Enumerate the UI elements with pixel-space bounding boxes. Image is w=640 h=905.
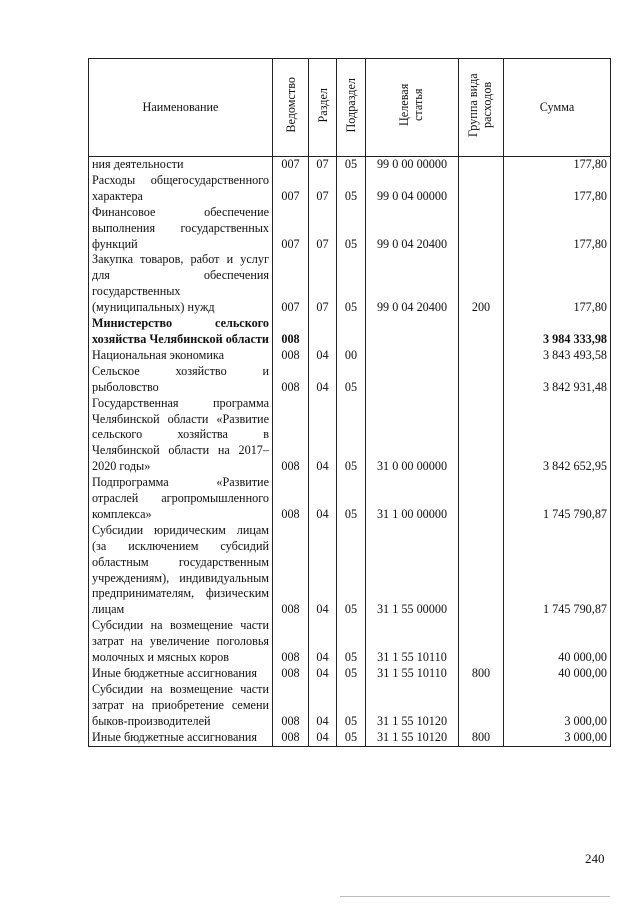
cell-expense-group (459, 364, 504, 396)
cell-name: Субсидии юридическим лицам (за исключением субсидий областным государственным учреждениям), индивидуальным предпринимателям, физическим лицам (89, 523, 273, 618)
cell-ministry: 008 (273, 364, 309, 396)
cell-subsection: 05 (337, 475, 366, 523)
cell-expense-group (459, 682, 504, 730)
cell-sum: 3 984 333,98 (504, 316, 611, 348)
cell-sum: 40 000,00 (504, 618, 611, 666)
cell-section: 07 (309, 173, 337, 205)
cell-subsection (337, 316, 366, 348)
header-sum: Сумма (504, 59, 611, 157)
cell-section: 07 (309, 252, 337, 316)
cell-expense-group (459, 173, 504, 205)
table-row (89, 205, 611, 253)
cell-target: 99 0 00 00000 (366, 157, 459, 173)
cell-subsection: 05 (337, 173, 366, 205)
cell-ministry: 008 (273, 475, 309, 523)
cell-target (366, 316, 459, 348)
cell-expense-group (459, 475, 504, 523)
cell-ministry: 008 (273, 682, 309, 730)
cell-ministry: 008 (273, 618, 309, 666)
cell-section: 04 (309, 682, 337, 730)
cell-target: 31 1 55 00000 (366, 523, 459, 618)
cell-subsection: 05 (337, 157, 366, 173)
cell-expense-group (459, 348, 504, 364)
table-row (89, 157, 611, 173)
cell-ministry: 007 (273, 205, 309, 253)
cell-sum: 3 842 652,95 (504, 396, 611, 476)
cell-target: 31 1 00 00000 (366, 475, 459, 523)
cell-name: Подпрограмма «Развитие отраслей агропромышленного комплекса» (89, 475, 273, 523)
cell-sum: 3 843 493,58 (504, 348, 611, 364)
cell-sum: 3 842 931,48 (504, 364, 611, 396)
cell-subsection: 05 (337, 523, 366, 618)
cell-sum: 3 000,00 (504, 730, 611, 746)
cell-sum: 1 745 790,87 (504, 475, 611, 523)
table-row (89, 523, 611, 618)
cell-section: 04 (309, 618, 337, 666)
table-row (89, 316, 611, 348)
cell-target: 31 1 55 10120 (366, 730, 459, 746)
cell-expense-group: 200 (459, 252, 504, 316)
cell-section: 07 (309, 205, 337, 253)
cell-expense-group (459, 157, 504, 173)
cell-sum: 3 000,00 (504, 682, 611, 730)
cell-sum: 177,80 (504, 157, 611, 173)
cell-subsection: 00 (337, 348, 366, 364)
cell-name: Закупка товаров, работ и услуг для обеспечения государственных (муниципальных) нужд (89, 252, 273, 316)
cell-subsection: 05 (337, 364, 366, 396)
cell-expense-group (459, 396, 504, 476)
table-row (89, 618, 611, 666)
cell-section: 07 (309, 157, 337, 173)
table-body (89, 157, 611, 747)
cell-ministry: 008 (273, 348, 309, 364)
cell-ministry: 008 (273, 523, 309, 618)
cell-subsection: 05 (337, 396, 366, 476)
table-header (89, 59, 611, 157)
table-row (89, 173, 611, 205)
cell-name: Государственная программа Челябинской области «Развитие сельского хозяйства в Челябинской области на 2017–2020 годы» (89, 396, 273, 476)
cell-target: 31 1 55 10110 (366, 618, 459, 666)
cell-sum: 177,80 (504, 205, 611, 253)
page-number: 240 (585, 851, 605, 866)
cell-target: 99 0 04 20400 (366, 252, 459, 316)
cell-ministry: 008 (273, 316, 309, 348)
header-name: Наименование (89, 59, 273, 157)
footer-divider (340, 896, 610, 897)
header-subsection: Подраздел (337, 59, 366, 157)
cell-name: Министерство сельского хозяйства Челябинской области (89, 316, 273, 348)
table-row (89, 666, 611, 682)
cell-name: Расходы общегосударственного характера (89, 173, 273, 205)
cell-section: 04 (309, 730, 337, 746)
cell-expense-group (459, 523, 504, 618)
table-row (89, 348, 611, 364)
cell-target: 31 1 55 10110 (366, 666, 459, 682)
cell-name: Субсидии на возмещение части затрат на приобретение семени быков-производителей (89, 682, 273, 730)
cell-section: 04 (309, 666, 337, 682)
cell-ministry: 007 (273, 157, 309, 173)
cell-name: Иные бюджетные ассигнования (89, 730, 273, 746)
cell-section: 04 (309, 364, 337, 396)
table-row (89, 252, 611, 316)
header-ministry: Ведомство (273, 59, 309, 157)
table-row (89, 475, 611, 523)
cell-target: 31 0 00 00000 (366, 396, 459, 476)
cell-ministry: 008 (273, 666, 309, 682)
cell-target (366, 364, 459, 396)
cell-section: 04 (309, 523, 337, 618)
cell-section: 04 (309, 475, 337, 523)
cell-sum: 40 000,00 (504, 666, 611, 682)
cell-name: Национальная экономика (89, 348, 273, 364)
cell-name: Сельское хозяйство и рыболовство (89, 364, 273, 396)
table-row (89, 396, 611, 476)
cell-expense-group (459, 316, 504, 348)
cell-name: Субсидии на возмещение части затрат на увеличение поголовья молочных и мясных коров (89, 618, 273, 666)
budget-table (88, 58, 611, 747)
cell-subsection: 05 (337, 682, 366, 730)
cell-ministry: 008 (273, 730, 309, 746)
cell-ministry: 008 (273, 396, 309, 476)
cell-ministry: 007 (273, 252, 309, 316)
cell-target (366, 348, 459, 364)
cell-sum: 177,80 (504, 173, 611, 205)
cell-target: 99 0 04 20400 (366, 205, 459, 253)
cell-name: ния деятельности (89, 157, 273, 173)
cell-target: 31 1 55 10120 (366, 682, 459, 730)
cell-subsection: 05 (337, 205, 366, 253)
cell-sum: 177,80 (504, 252, 611, 316)
cell-name: Иные бюджетные ассигнования (89, 666, 273, 682)
cell-sum: 1 745 790,87 (504, 523, 611, 618)
cell-section: 04 (309, 348, 337, 364)
cell-expense-group: 800 (459, 730, 504, 746)
header-expense-group: Группа вида расходов (459, 59, 504, 157)
cell-ministry: 007 (273, 173, 309, 205)
cell-section: 04 (309, 396, 337, 476)
cell-section (309, 316, 337, 348)
cell-subsection: 05 (337, 730, 366, 746)
table-row (89, 730, 611, 746)
table-row (89, 364, 611, 396)
cell-name: Финансовое обеспечение выполнения государственных функций (89, 205, 273, 253)
cell-subsection: 05 (337, 618, 366, 666)
cell-expense-group (459, 618, 504, 666)
header-section: Раздел (309, 59, 337, 157)
header-target: Целевая статья (366, 59, 459, 157)
table-row (89, 682, 611, 730)
cell-subsection: 05 (337, 252, 366, 316)
cell-expense-group: 800 (459, 666, 504, 682)
cell-target: 99 0 04 00000 (366, 173, 459, 205)
cell-expense-group (459, 205, 504, 253)
cell-subsection: 05 (337, 666, 366, 682)
